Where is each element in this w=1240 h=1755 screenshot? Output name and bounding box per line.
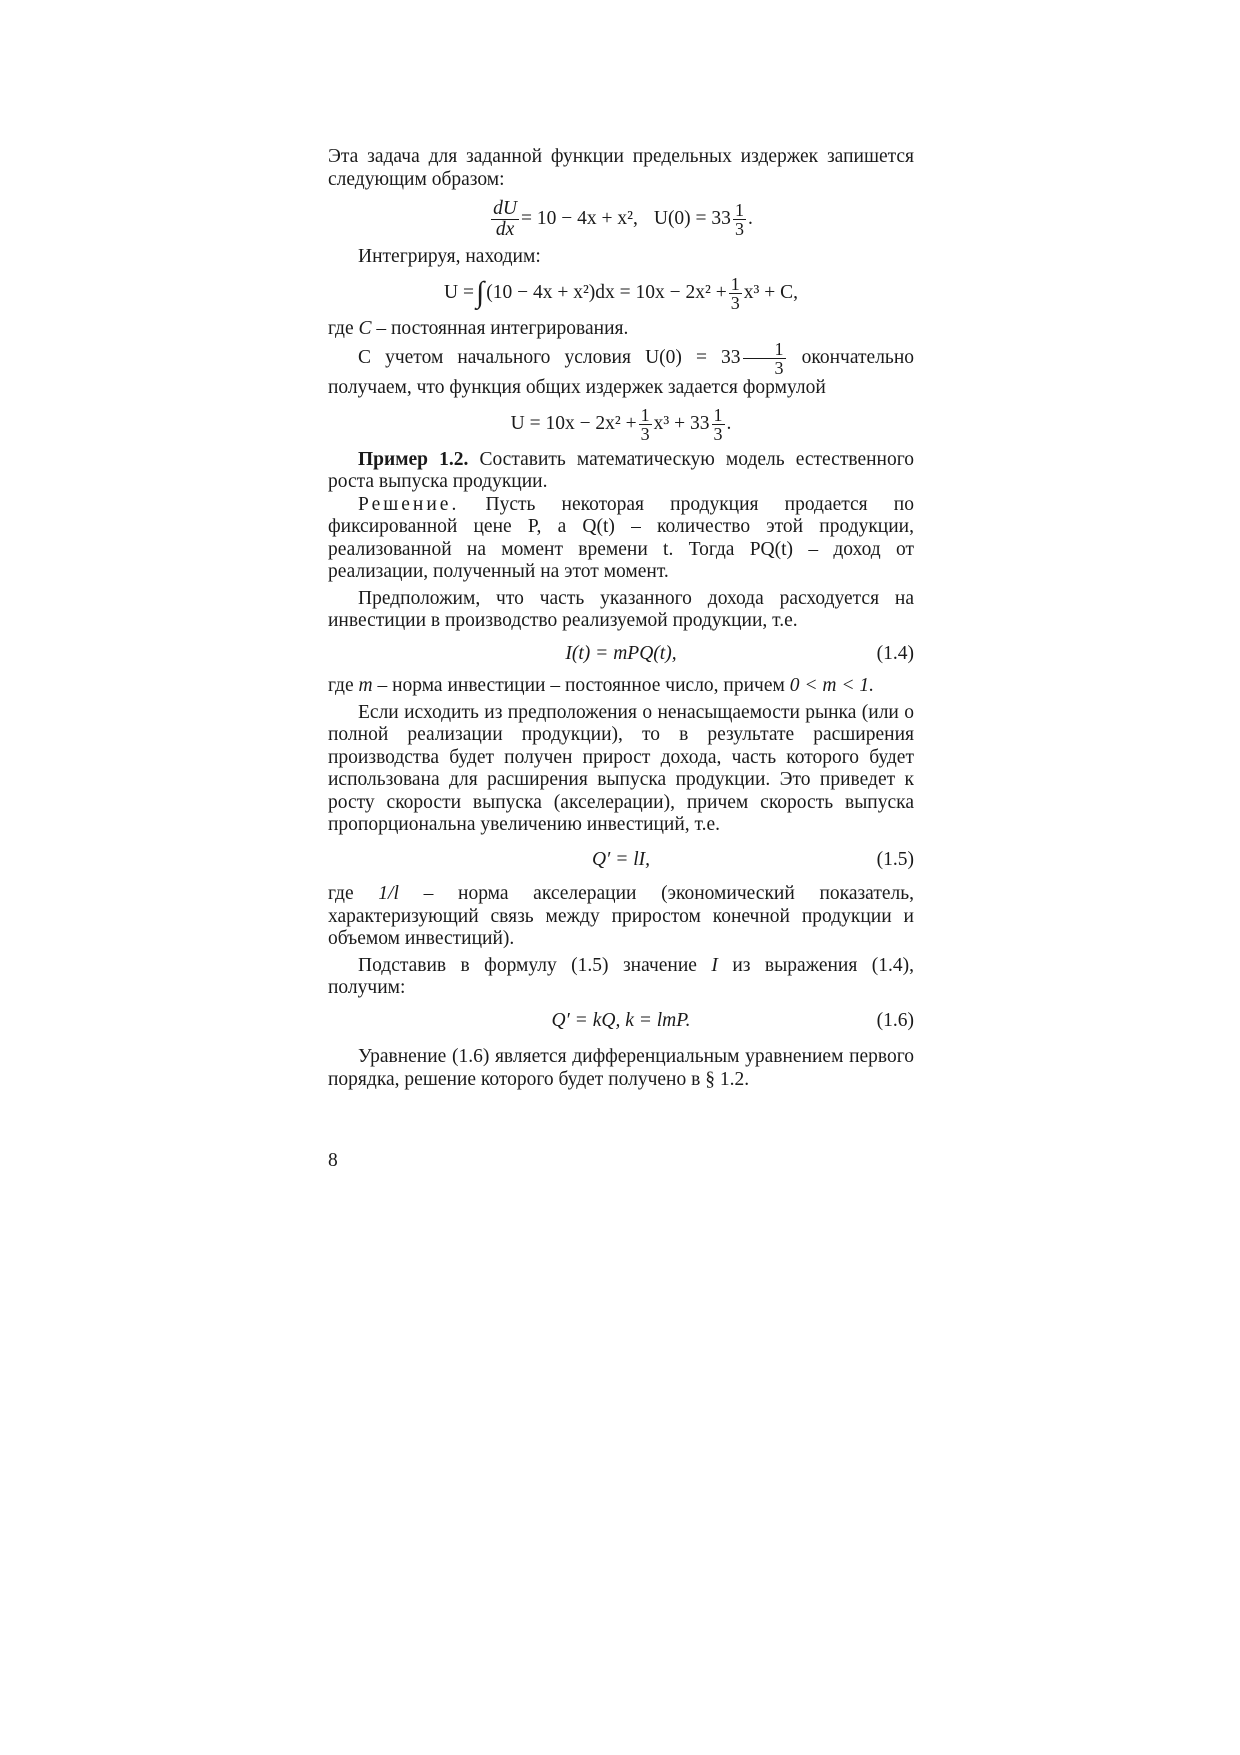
eq1-condition: U(0) = 33 bbox=[653, 208, 731, 230]
equation-marginal-cost: $\frac{dU}{dx}$ = 10 − 4x + x², U(0) = 33 $\frac{1}{3}$ . bbox=[493, 198, 753, 240]
paragraph-solution: Решение. Пусть некоторая продукция продается по фиксированной цене P, а Q(t) – количество этой продукции, реализованной на момент времени t. Тогда PQ(t) – доход от реализации, полученный на этот момент. bbox=[328, 493, 914, 582]
example-heading: Пример 1.2. bbox=[358, 448, 469, 470]
equation-total-cost: U = 10x − 2x² + $\frac{1}{3}$ x³ + 33 $\frac{1}{3}$ . bbox=[510, 404, 732, 444]
fraction-one-third: $\frac{1}{3}$ bbox=[730, 273, 740, 313]
paragraph-investment-norm: где m – норма инвестиции – постоянное число, причем 0 < m < 1. bbox=[328, 675, 875, 696]
paragraph-acceleration-norm: где 1/l – норма акселерации (экономический показатель, характеризующий связь между приростом конечной продукции и объемом инвестиций). bbox=[328, 883, 915, 949]
equation-number-1-6: (1.6) bbox=[876, 1009, 914, 1031]
integral-sign: ∫ bbox=[475, 276, 485, 309]
equation-number-1-4: (1.4) bbox=[876, 642, 914, 664]
solution-label: Решение. bbox=[358, 493, 460, 515]
fraction-one-third: $\frac{1}{3}$ bbox=[734, 200, 744, 239]
paragraph-initial-condition: С учетом начального условия U(0) = 33 $\frac{1}{3}$ окончательно получаем, что функция общих издержек задается формулой bbox=[328, 339, 915, 398]
equation-1-5: Q′ = lI, (1.5) bbox=[591, 848, 914, 870]
equation-1-6: Q′ = kQ, k = lmP. (1.6) bbox=[551, 1009, 914, 1031]
fraction-one-third: $\frac{1}{3}$ bbox=[640, 404, 650, 444]
paragraph-example-title: Пример 1.2. Составить математическую модель естественного роста выпуска продукции. bbox=[328, 448, 914, 492]
eq1-rhs: = 10 − 4x + x², bbox=[521, 208, 638, 230]
paragraph-assumption: Предположим, что часть указанного дохода расходуется на инвестиции в производство реализуемой продукции, т.е. bbox=[328, 587, 914, 631]
equation-number-1-5: (1.5) bbox=[876, 848, 914, 870]
paragraph-integrating: Интегрируя, находим: bbox=[358, 246, 541, 267]
equation-1-4: I(t) = mPQ(t), (1.4) bbox=[565, 642, 914, 664]
paragraph-substitution: Подставив в формулу (1.5) значение I из выражения (1.4), получим: bbox=[328, 954, 915, 998]
equation-integral: U = ∫ (10 − 4x + x²)dx = 10x − 2x² + $\frac{1}{3}$ x³ + C, bbox=[444, 273, 798, 313]
fraction-one-third: $\frac{1}{3}$ bbox=[713, 404, 723, 444]
paragraph-market: Если исходить из предположения о ненасыщаемости рынка (или о полной реализации продукции), то в результате расширения производства будет получен прирост дохода, часть которого будет использована для расширения выпуска продукции. Это приведет к росту скорости выпуска (акселерации), причем скорость выпуска пропорциональна увеличению инвестиций, т.е. bbox=[328, 701, 914, 835]
paragraph-intro: Эта задача для заданной функции предельных издержек запишется следующим образом: bbox=[328, 146, 914, 190]
paragraph-conclusion: Уравнение (1.6) является дифференциальным уравнением первого порядка, решение которого будет получено в § 1.2. bbox=[328, 1046, 914, 1090]
fraction-dU-dx: $\frac{dU}{dx}$ bbox=[493, 198, 518, 240]
paragraph-constant: где C – постоянная интегрирования. bbox=[328, 317, 629, 339]
page-number: 8 bbox=[328, 1150, 338, 1171]
page-content bbox=[328, 146, 914, 1091]
